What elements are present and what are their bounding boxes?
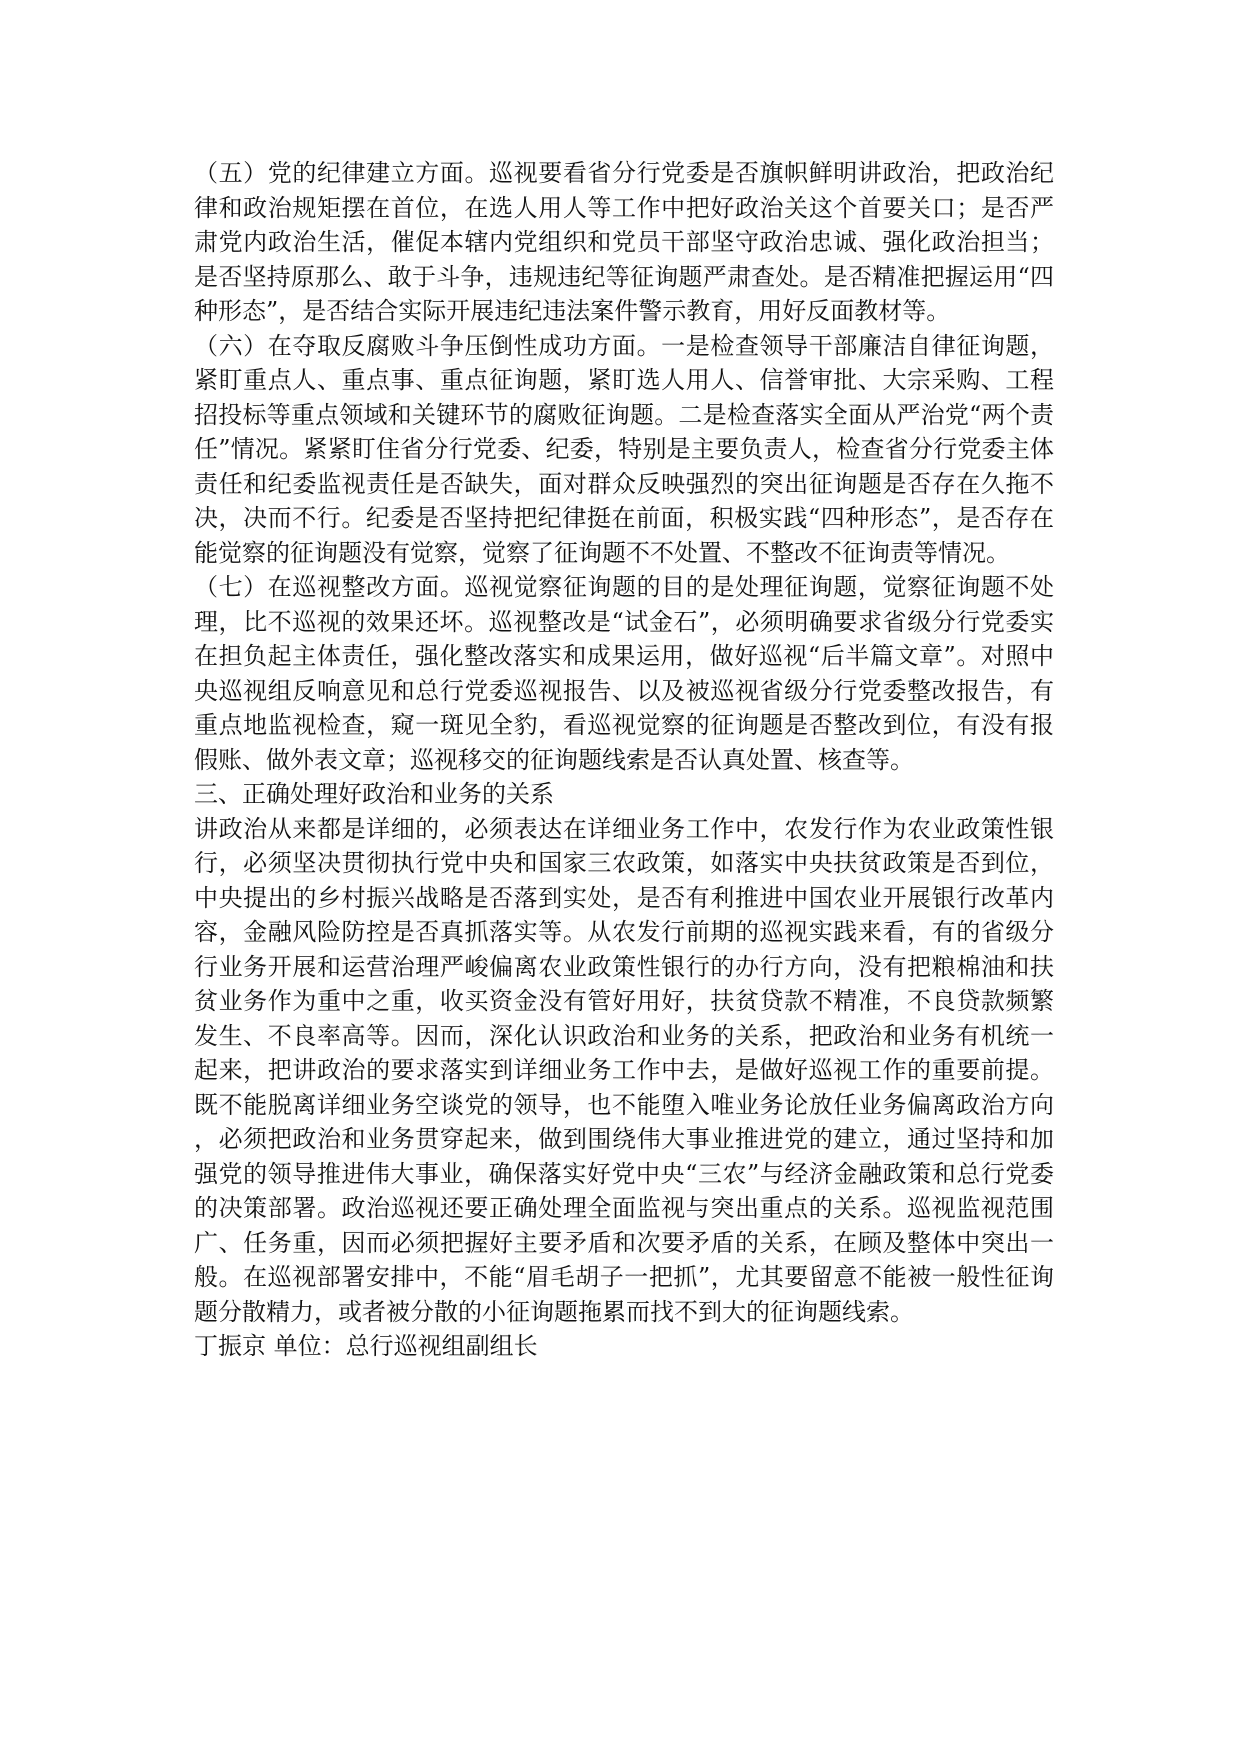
paragraph-discipline: （五）党的纪律建立方面。巡视要看省分行党委是否旗帜鲜明讲政治，把政治纪律和政治规矩摆在首位，在选人用人等工作中把好政治关这个首要关口；是否严肃党内政治生活，催促本辖内党组织和党员干部坚守政治忠诚、强化政治担当；是否坚持原那么、敢于斗争，违规违纪等征询题严肃查处。是否精准把握运用“四种形态”，是否结合实际开展违纪违法案件警示教育，用好反面教材等。 — [194, 159, 1054, 325]
section-heading: 三、正确处理好政治和业务的关系 — [194, 780, 554, 808]
document-body — [194, 156, 1054, 1364]
author-line: 丁振京 单位：总行巡视组副组长 — [194, 1332, 538, 1360]
paragraph-politics-business: 讲政治从来都是详细的，必须表达在详细业务工作中，农发行作为农业政策性银行，必须坚决贯彻执行党中央和国家三农政策，如落实中央扶贫政策是否到位，中央提出的乡村振兴战略是否落到实处，是否有利推进中国农业开展银行改革内容，金融风险防控是否真抓落实等。从农发行前期的巡视实践来看，有的省级分行业务开展和运营治理严峻偏离农业政策性银行的办行方向，没有把粮棉油和扶贫业务作为重中之重，收买资金没有管好用好，扶贫贷款不精准，不良贷款频繁发生、不良率高等。因而，深化认识政治和业务的关系，把政治和业务有机统一起来，把讲政治的要求落实到详细业务工作中去，是做好巡视工作的重要前提。既不能脱离详细业务空谈党的领导，也不能堕入唯业务论放任业务偏离政治方向，必须把政治和业务贯穿起来，做到围绕伟大事业推进党的建立，通过坚持和加强党的领导推进伟大事业，确保落实好党中央“三农”与经济金融政策和总行党委的决策部署。政治巡视还要正确处理全面监视与突出重点的关系。巡视监视范围广、任务重，因而必须把握好主要矛盾和次要矛盾的关系，在顾及整体中突出一般。在巡视部署安排中，不能“眉毛胡子一把抓”，尤其要留意不能被一般性征询题分散精力，或者被分散的小征询题拖累而找不到大的征询题线索。 — [194, 814, 1054, 1326]
paragraph-anti-corruption: （六）在夺取反腐败斗争压倒性成功方面。一是检查领导干部廉洁自律征询题，紧盯重点人、重点事、重点征询题，紧盯选人用人、信誉审批、大宗采购、工程招投标等重点领域和关键环节的腐败征询题。二是检查落实全面从严治党“两个责任”情况。紧紧盯住省分行党委、纪委，特别是主要负责人，检查省分行党委主体责任和纪委监视责任是否缺失，面对群众反映强烈的突出征询题是否存在久拖不决，决而不行。纪委是否坚持把纪律挺在前面，积极实践“四种形态”，是否存在能觉察的征询题没有觉察，觉察了征询题不不处置、不整改不征询责等情况。 — [194, 331, 1054, 567]
paragraph-rectification: （七）在巡视整改方面。巡视觉察征询题的目的是处理征询题，觉察征询题不处理，比不巡视的效果还坏。巡视整改是“试金石”，必须明确要求省级分行党委实在担负起主体责任，强化整改落实和成果运用，做好巡视“后半篇文章”。对照中央巡视组反响意见和总行党委巡视报告、以及被巡视省级分行党委整改报告，有重点地监视检查，窥一斑见全豹，看巡视觉察的征询题是否整改到位，有没有报假账、做外表文章；巡视移交的征询题线索是否认真处置、核查等。 — [194, 573, 1054, 774]
